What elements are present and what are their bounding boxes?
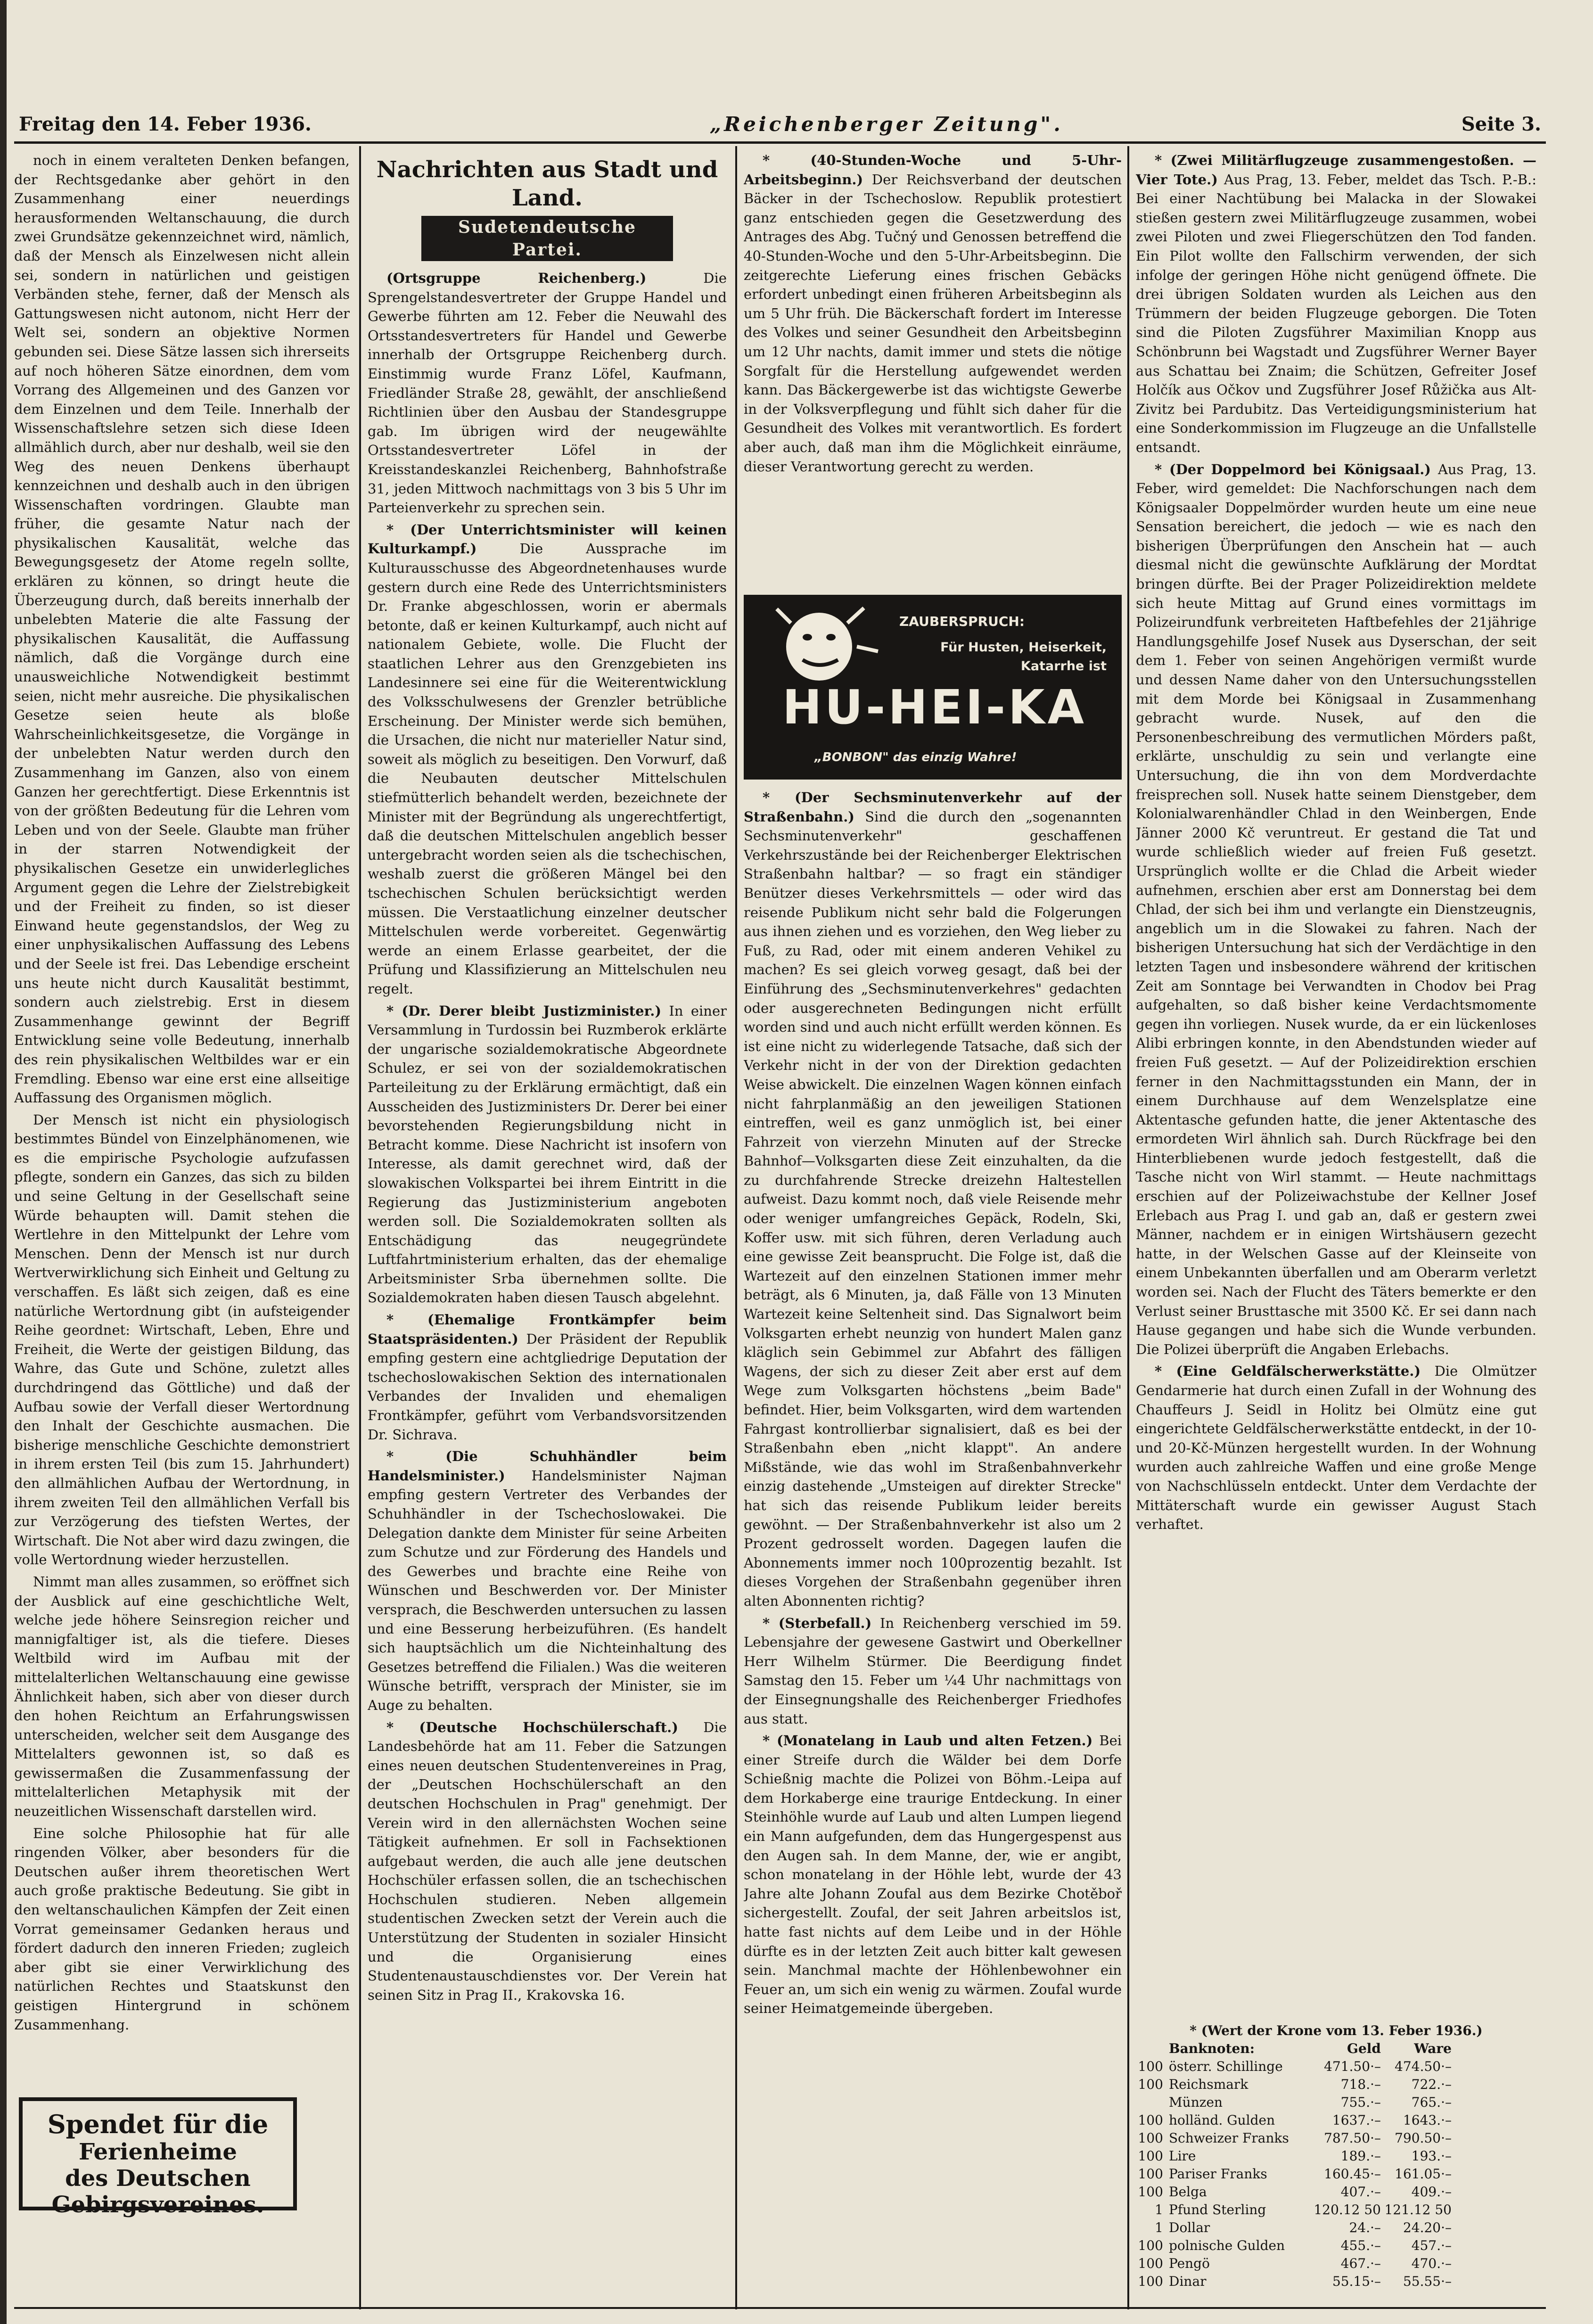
footer-rule — [14, 2307, 1546, 2309]
news-item — [368, 520, 727, 999]
header-newspaper-title: „Reichenberger Zeitung". — [710, 112, 1063, 136]
rates-row — [1136, 2237, 1536, 2255]
rate-currency: Pengö — [1169, 2256, 1210, 2271]
news-item-heading: * (Sterbefall.) — [763, 1615, 872, 1631]
rate-ware: 722.·– — [1411, 2077, 1452, 2092]
rates-row — [1136, 2129, 1536, 2147]
news-item-heading: * (Monatelang in Laub und alten Fetzen.) — [763, 1733, 1093, 1749]
rate-ware: 474.50·– — [1395, 2059, 1452, 2074]
rate-ware: 121.12 50 — [1384, 2202, 1452, 2217]
news-item-heading: * (Eine Geldfälscherwerkstätte.) — [1155, 1363, 1421, 1380]
news-item-text: Aus Prag, 13. Feber, wird gemeldet: Die Nachforschungen nach dem Königsaaler Doppelmörder wurden heute um eine neue Sensation bereichert, die jedoch — wie es nach den bisherigen Überprüfungen den Anschein hat — auch diesmal nicht die gewünschte Aufklärung der Mordtat bringen dürfte. Bei der Prager Polizeidirektion meldete sich heute Mittag auf Grund eines vormittags im Polizeirundfunk verbreiteten Haftbefehles der 21jährige Handlungsgehilfe Josef Nusek aus Dyserschan, der seit dem 1. Feber von seinen Angehörigen vermißt wurde und dessen Name daher von den Untersuchungsstellen mit dem Morde bei Königsaal in Zusammenhang gebracht wurde. Nusek, auf den die Personenbeschreibung des vermutlichen Mörders paßt, erklärte, unschuldig zu sein und verlangte eine Untersuchung, die ihn von dem Mordverdachte freisprechen soll. Nusek hatte seinem Dienstgeber, dem Kolonialwarenhändler Chlad in den Weinbergen, Ende Jänner 2000 Kč veruntreut. Er gestand die Tat und wurde schließlich wieder auf freien Fuß gesetzt. Ursprünglich wollte er die Chlad die Arbeit wieder aufnehmen, erschien aber erst am Donnerstag bei dem Chlad, der sich bei ihm und verlangte ein Dienstzeugnis, angeblich um in die Slowakei zu fahren. Nach der bisherigen Untersuchung hat sich der Verdächtige in den letzten Tagen und insbesondere während der kritischen Zeit am Sonntage bei Verwandten in Chodov bei Prag aufgehalten, so daß bisher keine Verdachtsmomente gegen ihn vorliegen. Nusek wurde, da er ein lückenloses Alibi erbringen konnte, in den Abendstunden wieder auf freien Fuß gesetzt. — Auf der Polizeidirektion erschien ferner in den Nachmittagsstunden ein Mann, der in einem Durchhause auf dem Wenzelsplatze eine Aktentasche gefunden hatte, die jener Aktentasche des ermordeten Wirl ähnlich sah. Durch Rückfrage bei den Hinterbliebenen wurde jedoch festgestellt, daß die Tasche nicht von Wirl stammt. — Heute nachmittags erschien auf der Polizeiwachstube der Kellner Josef Erlebach aus Prag I. und gab an, daß er gestern zwei Männer, nachdem er in einigen Wirtshäusern gezecht hatte, in der Welschen Gasse auf der Kleinseite von einem Unbekannten überfallen und am Oberarm verletzt worden sei. Nach der Flucht des Täters bemerkte er den Verlust seiner Brusttasche mit 3500 Kč. Er sei dann nach Hause gegangen und habe sich die Wunde verbunden. Die Polizei überprüft die Angaben Erlebachs. — [1136, 461, 1536, 1357]
news-item-text: Der Reichsverband der deutschen Bäcker in der Tschechoslow. Republik protestiert ganz entschieden gegen die Gesetzwerdung des Antrages des Abg. Tučný und Genossen betreffend die 40-Stunden-Woche und den 5-Uhr-Arbeitsbeginn. Die zeitgerechte Lieferung eines frischen Gebäcks erfordert unbedingt einen früheren Arbeitsbeginn als um 5 Uhr früh. Die Bäckerschaft fordert im Interesse des Volkes und seiner Gesundheit den Arbeitsbeginn um 12 Uhr nachts, damit immer und stets die nötige Sorgfalt für die Herstellung aufgewendet werden kann. Das Bäckergewerbe ist das wichtigste Gewerbe in der Volksverpflegung und fühlt sich daher für die Gesundheit des Volkes mit verantwortlich. Es fordert aber auch, daß man ihm die Möglichkeit einräume, dieser Verantwortung gerecht zu werden. — [744, 171, 1122, 475]
article-paragraph: noch in einem veralteten Denken befangen, der Rechtsgedanke aber gehört in den Zusammenhang einer neuerdings herausformenden Weltanschauung, die durch zwei Grundsätze gekennzeichnet wird, nämlich, daß der Mensch als Einzelwesen nicht allein sei, sondern in natürlichen und geistigen Verbänden stehe, ferner, daß der Mensch als Gattungswesen nicht autonom, nicht Herr der Welt sei, sondern an objektive Normen gebunden sei. Diese Sätze lassen sich ihrerseits auf noch höheren Sätze einordnen, dem vom Vorrang des Allgemeinen und des Ganzen vor dem Einzelnen und dem Teile. Innerhalb der Wissenschaftslehre setzen sich diese Ideen allmählich durch, aber nur deshalb, weil sie den Weg des neuen Denkens überhaupt kennzeichnen und deshalb auch in den übrigen Wissenschaften vordringen. Glaubte man früher, die gesamte Natur nach der physikalischen Kausalität, welche das Bewegungsgesetz der Atome regeln sollte, erklären zu können, so dringt heute die Überzeugung durch, daß bereits innerhalb der unbelebten Materie die alte Fassung der physikalischen Kausalität, die Auffassung nämlich, daß die Vorgänge durch eine unausweichliche Notwendigkeit bestimmt seien, nicht mehr ausreiche. Die physikalischen Gesetze seien heute als bloße Wahrscheinlichkeitsgesetze, die Vorgänge in der unbelebten Natur werden durch den Zusammenhang im Ganzen, also von einem Ganzen her gerechtfertigt. Diese Erkenntnis ist von der größten Bedeutung für die Lehren vom Leben und von der Seele. Glaubte man früher in der starren Notwendigkeit der physikalischen Gesetze ein unwiderlegliches Argument gegen die Lehre der Zielstrebigkeit und der Freiheit zu finden, so ist dieser Einwand heute gegenstandslos, der Weg zu einer unphysikalischen Auffassung des Lebens und der Seele ist frei. Das Lebendige erscheint uns heute nicht durch Kausalität bestimmt, sondern auch zielstrebig. Erst in diesem Zusammenhange gewinnt der Begriff Entwicklung seine volle Bedeutung, innerhalb des rein physikalischen Weltbildes war er ein Fremdling. Ebenso war eine erst eine allseitige Auffassung des Organismen möglich. — [14, 152, 350, 1106]
huheika-advertisement — [744, 595, 1122, 780]
news-item-heading: * (Dr. Derer bleibt Justizminister.) — [386, 1002, 662, 1019]
rate-geld: 455.·– — [1340, 2238, 1381, 2253]
rate-geld: 120.12 50 — [1314, 2202, 1381, 2217]
rate-quantity: 100 — [1138, 2130, 1163, 2146]
news-item-heading: * (40-Stunden-Woche und 5-Uhr-Arbeitsbeginn.) — [744, 152, 1122, 188]
news-item-text: Handelsminister Najman empfing gestern Vertreter des Verbandes der Schuhhändler in der Tschechoslowakei. Die Delegation dankte dem Minister für seine Arbeiten zum Schutze und zur Förderung des Handels und des Gewerbes und brachte eine Reihe von Wünschen und Beschwerden vor. Der Minister versprach, die Beschwerden untersuchen zu lassen und eine Besserung herbeizuführen. (Es handelt sich hauptsächlich um die Nichteinhaltung des Gesetzes betreffend die Filialen.) Was die weiteren Wünsche betrifft, versprach der Minister, sie im Auge zu behalten. — [368, 1467, 727, 1713]
rate-ware: 193.·– — [1411, 2148, 1452, 2164]
news-item-heading: * (Ehemalige Frontkämpfer beim Staatspräsidenten.) — [368, 1312, 727, 1347]
news-item — [744, 1731, 1122, 2018]
ad-brand-name: HU-HEI-KA — [782, 680, 1087, 735]
rates-row — [1136, 2058, 1536, 2076]
exchange-rates-table — [1136, 2022, 1536, 2291]
news-item-heading: (Ortsgruppe Reichenberg.) — [386, 270, 647, 286]
news-item — [744, 1614, 1122, 1729]
cough-face-icon — [763, 604, 880, 684]
article-paragraph: Nimmt man alles zusammen, so eröffnet sich der Ausblick auf eine geschichtliche Welt, welche jede höhere Seinsregion reicher und mannigfaltiger ist, als die tiefere. Dieses Weltbild wird im Aufbau mit der mittelalterlichen Weltanschauung eine gewisse Ähnlichkeit haben, sich aber von dieser durch den hohen Reichtum an Erfahrungswissen unterscheiden, welcher seit dem Ausgange des Mittelalters gewonnen ist, so daß es gewissermaßen die Zusammenfassung der mittelalterlichen Metaphysik mit der neuzeitlichen Wissenschaft darstellen wird. — [14, 1573, 350, 1820]
rate-geld: 718.·– — [1340, 2077, 1381, 2092]
rate-currency: holländ. Gulden — [1169, 2112, 1275, 2128]
rate-currency: Dollar — [1169, 2220, 1210, 2235]
rate-ware: 765.·– — [1411, 2094, 1452, 2110]
news-item — [368, 1310, 727, 1444]
rate-currency: Dinar — [1169, 2274, 1207, 2289]
rates-row — [1136, 2273, 1536, 2291]
column-rule-3 — [1127, 146, 1129, 2309]
rates-col-label: Banknoten: — [1169, 2041, 1255, 2056]
article-paragraph: Eine solche Philosophie hat für alle ringenden Völker, aber besonders für die Deutschen außer ihrem theoretischen Wert auch große praktische Bedeutung. Sie gibt in den weltanschaulichen Kämpfen der Zeit einen Vorrat gemeinsamer Gedanken heraus und fördert dadurch den inneren Frieden; zugleich aber gibt sie einer Verwirklichung des natürlichen Rechtes und Staatskunst den geistigen Hintergrund in schönem Zusammenhang. — [14, 1825, 350, 2033]
rate-currency: Schweizer Franks — [1169, 2130, 1289, 2146]
rates-col-ware: Ware — [1414, 2041, 1452, 2056]
news-item — [744, 788, 1122, 1611]
column-rule-1 — [359, 146, 361, 2309]
rates-row — [1136, 2183, 1536, 2201]
rate-geld: 755.·– — [1340, 2094, 1381, 2110]
ad-line-1: Spendet für die — [47, 2109, 269, 2139]
news-item-text: Aus Prag, 13. Feber, meldet das Tsch. P.-B.: Bei einer Nachtübung bei Malacka in der Slowakei stießen gestern zwei Militärflugzeuge zusammen, wobei zwei Piloten und zwei Fliegerschützen den Tod fanden. Ein Pilot wollte den Fallschirm verwenden, der sich infolge der geringen Höhe nicht genügend öffnete. Die drei übrigen Soldaten wurden als Leichen aus den Trümmern der beiden Flugzeuge geborgen. Die Toten sind die Piloten Zugsführer Maximilian Knopp aus Schönbrunn bei Wagstadt und Zugsführer Werner Bayer aus Schattau bei Znaim; die Schützen, Gefreiter Josef Holčík aus Očkov und Zugsführer Josef Růžička aus Alt-Zivitz bei Pardubitz. Das Verteidigungsministerium hat eine Sonderkommission im Flugzeuge an die Unfallstelle entsandt. — [1136, 171, 1536, 455]
rate-quantity: 100 — [1138, 2166, 1163, 2182]
column-4 — [1136, 151, 1536, 2102]
rate-quantity: 1 — [1155, 2202, 1163, 2217]
column-1 — [14, 151, 350, 2088]
news-item — [368, 1718, 727, 2005]
news-item-heading: * (Die Schuhhändler beim Handelsminister.) — [368, 1448, 727, 1484]
rates-row — [1136, 2094, 1536, 2111]
news-item-text: Bei einer Streife durch die Wälder bei dem Dorfe Schießnig machte die Polizei von Böhm.-Leipa auf dem Horkaberge eine traurige Entdeckung. In einer Steinhöhle wurde auf Laub und alten Lumpen liegend ein Mann aufgefunden, dem das Hungergespenst aus den Augen sah. In dem Manne, der, wie er angibt, schon monatelang in der Höhle lebt, wurde der 43 Jahre alte Johann Zoufal aus dem Bezirke Chotěboř sichergestellt. Zoufal, der seit Jahren arbeitslos ist, hatte fast nichts auf dem Leibe und in der Höhle dürfte es in der letzten Zeit auch bitter kalt gewesen sein. Manchmal machte der Höhlenbewohner ein Feuer an, um sich ein wenig zu wärmen. Zoufal wurde seiner Heimatgemeinde übergeben. — [744, 1733, 1122, 2017]
news-item-heading: * (Der Unterrichtsminister will keinen Kulturkampf.) — [368, 521, 727, 557]
ad-line-4: Gebirgsvereines. — [51, 2192, 264, 2218]
rates-row — [1136, 2111, 1536, 2129]
rate-currency: Belga — [1169, 2184, 1207, 2200]
news-item — [1136, 151, 1536, 457]
news-item-text: In einer Versammlung in Turdossin bei Ruzmberok erklärte der ungarische sozialdemokratische Abgeordnete Schulez, er sei von der sozialdemokratischen Parteileitung zu der Erklärung ermächtigt, daß ein Ausscheiden des Justizministers Dr. Derer bei einer bevorstehenden Regierungsbildung nicht in Betracht komme. Diese Nachricht ist insofern von Interesse, als damit gerechnet wird, daß der slowakischen Volkspartei bei ihrem Eintritt in die Regierung das Justizministerium angeboten werden soll. Die Sozialdemokraten sollten als Entschädigung das neugegründete Luftfahrtministerium erhalten, das der ehemalige Arbeitsminister Srba übernehmen sollte. Die Sozialdemokraten haben diesen Tausch abgelehnt. — [368, 1002, 727, 1306]
rate-currency: Pariser Franks — [1169, 2166, 1267, 2182]
rate-geld: 467.·– — [1340, 2256, 1381, 2271]
rate-quantity: 100 — [1138, 2077, 1163, 2092]
rate-quantity: 100 — [1138, 2274, 1163, 2289]
news-item-text: Sind die durch den „sogenannten Sechsminutenverkehr" geschaffenen Verkehrszustände bei der Reichenberger Elektrischen Straßenbahn haltbar? — so fragt ein ständiger Benützer dieses Verkehrsmittels — oder wird das reisende Publikum nicht sehr bald die Folgerungen aus ihnen ziehen und es vorziehen, den Weg lieber zu Fuß, zu Rad, oder mit einem anderen Vehikel zu machen? Es sei gleich vorweg gesagt, daß bei der Einführung des „Sechsminutenverkehres" gedachten oder ausgerechneten Bedingungen nicht erfüllt worden sind und auch nicht erfüllt werden können. Es ist eine nicht zu widerlegende Tatsache, daß sich der Verkehr nicht in der von der Direktion gedachten Weise abwickelt. Die einzelnen Wagen können einfach nicht fahrplanmäßig an den jeweiligen Stationen eintreffen, weil es ganz unmöglich ist, bei einer Fahrzeit von vierzehn Minuten auf der Strecke Bahnhof—Volksgarten diese Zeit einzuhalten, da die zu durchfahrende Strecke dreizehn Haltestellen aufweist. Dazu kommt noch, daß viele Reisende mehr oder weniger umfangreiches Gepäck, Rodeln, Ski, Koffer usw. mit sich führen, deren Verladung auch eine gewisse Zeit beansprucht. Die Folge ist, daß die Wartezeit auf den einzelnen Stationen immer mehr beträgt, als 6 Minuten, ja, daß Fälle von 13 Minuten Wartezeit keine Seltenheit sind. Das Signalwort beim Volksgarten erhebt neunzig von hundert Malen ganz kläglich sein Gebimmel zur Abfahrt des fälligen Wagens, der sich zu dieser Zeit aber erst auf dem Wege zum Volksgarten höchstens „beim Bade" befindet. Hier, beim Volksgarten, wird dem wartenden Fahrgast kontrollierbar signalisiert, daß es bei der Straßenbahn eben „nicht klappt". An andere Mißstände, wie das wohl im Straßenbahnverkehr einzig dastehende „Umsteigen auf direkter Strecke" hat sich das reisende Publikum leider bereits gewöhnt. — Der Straßenbahnverkehr ist also um 2 Prozent gedrosselt worden. Dagegen laufen die Abonnements immer noch 100prozentig bezahlt. Ist dieses Vorgehen der Straßenbahn gegenüber ihren alten Abonnenten richtig? — [744, 808, 1122, 1609]
rate-quantity: 100 — [1138, 2238, 1163, 2253]
rates-header-row — [1136, 2040, 1536, 2058]
rate-ware: 55.55·– — [1403, 2274, 1452, 2289]
ad-line-3: des Deutschen — [65, 2165, 251, 2192]
rate-currency: Pfund Sterling — [1169, 2202, 1266, 2217]
news-item-text: Die Sprengelstandesvertreter der Gruppe Handel und Gewerbe führten am 12. Feber die Neuwahl des Ortsstandesvertreters für Handel und Gewerbe innerhalb der Ortsgruppe Reichenberg durch. Einstimmig wurde Franz Löfel, Kaufmann, Friedländer Straße 28, gewählt, der anschließend Richtlinien über den Ausbau der Standesgruppe gab. Im übrigen wird der neugewählte Ortsstandesvertreter Löfel in der Kreisstandeskanzlei Reichenberg, Bahnhofstraße 31, jeden Mittwoch nachmittags von 3 bis 5 Uhr im Parteienverkehr zu sprechen sein. — [368, 270, 727, 516]
rate-geld: 1637.·– — [1332, 2112, 1381, 2128]
column-rule-2 — [735, 146, 737, 2309]
rate-quantity: 1 — [1155, 2220, 1163, 2235]
rate-quantity: 100 — [1138, 2148, 1163, 2164]
news-item-heading: * (Zwei Militärflugzeuge zusammengestoßen. — Vier Tote.) — [1136, 152, 1536, 188]
news-item-heading: * (Deutsche Hochschülerschaft.) — [386, 1719, 678, 1735]
rate-quantity — [1136, 2094, 1163, 2111]
rate-geld: 189.·– — [1340, 2148, 1381, 2164]
rate-ware: 470.·– — [1411, 2256, 1452, 2271]
ad-tagline: „BONBON" das einzig Wahre! — [814, 750, 1017, 764]
rate-geld: 55.15·– — [1332, 2274, 1381, 2289]
rate-geld: 787.50·– — [1324, 2130, 1381, 2146]
rate-quantity: 100 — [1138, 2256, 1163, 2271]
news-item — [1136, 460, 1536, 1359]
news-item-text: Die Aussprache im Kulturausschusse des Abgeordnetenhauses wurde gestern durch eine Rede des Unterrichtsministers Dr. Franke abgeschlossen, worin er abermals betonte, daß er keinen Kulturkampf, auch nicht auf nationalem Gebiete, wolle. Die Flucht der staatlichen Lehrer aus den Grenzgebieten ins Landesinnere sei eine für die Weiterentwicklung des Volksschulwesens der Grenzler betrübliche Erscheinung. Der Minister werde sich bemühen, die Ursachen, die nicht nur materieller Natur sind, soweit als möglich zu beseitigen. Den Vorwurf, daß die Neubauten deutscher Mittelschulen stiefmütterlich behandelt werden, bezeichnete der Minister mit der Begründung als ungerechtfertigt, daß die deutschen Mittelschulen angeblich besser untergebracht worden seien als die tschechischen, weshalb zuerst die größeren Mängel bei den tschechischen Schulen berücksichtigt werden müssen. Die Verstaatlichung einzelner deutscher Mittelschulen werde vorbereitet. Gegenwärtig werde an einem Erlasse gearbeitet, der die Prüfung und Klassifizierung an Mittelschulen neu regelt. — [368, 541, 727, 997]
rates-row — [1136, 2201, 1536, 2219]
rate-currency: Reichsmark — [1169, 2077, 1248, 2092]
page-edge-shadow — [0, 0, 7, 2324]
ad-line-2: Ferienheime — [79, 2139, 237, 2165]
rate-currency: polnische Gulden — [1169, 2238, 1285, 2253]
rate-geld: 160.45·– — [1324, 2166, 1381, 2182]
rate-quantity: 100 — [1138, 2059, 1163, 2074]
rate-geld: 471.50·– — [1324, 2059, 1381, 2074]
news-item-text: Die Landesbehörde hat am 11. Feber die Satzungen eines neuen deutschen Studentenvereines in Prag, der „Deutschen Hochschülerschaft an den deutschen Hochschulen in Prag" genehmigt. Der Verein wird in den allernächsten Wochen seine Tätigkeit aufnehmen. Er soll in Fachsektionen aufgebaut werden, die auch alle jene deutschen Hochschüler erfassen sollen, die an tschechischen Hochschulen studieren. Neben allgemein studentischen Zwecken setzt der Verein auch die Unterstützung der Studenten in sozialer Hinsicht und die Organisierung eines Studentenaustauschdienstes vor. Der Verein hat seinen Sitz in Prag II., Krakovska 16. — [368, 1719, 727, 2003]
rate-geld: 24.·– — [1349, 2220, 1381, 2235]
news-item-heading: * (Der Doppelmord bei Königsaal.) — [1155, 461, 1431, 477]
ad-text: Für Husten, Heiserkeit, Katarrhe ist — [940, 640, 1107, 673]
rates-row — [1136, 2147, 1536, 2165]
news-item — [368, 1447, 727, 1715]
column-3-top — [744, 151, 1122, 589]
article-paragraph: Der Mensch ist nicht ein physiologisch bestimmtes Bündel von Einzelphänomenen, wie es die empirische Psychologie aufzufassen pflegte, sondern ein Ganzes, das sich zu bilden und seine Geltung in der Gesellschaft seine Würde behaupten will. Damit stehen die Wertlehre in den Mittelpunkt der Lehre vom Menschen. Denn der Mensch ist nur durch Wertverwirklichung sich Einheit und Geltung zu verschaffen. Es läßt sich zeigen, daß es eine natürliche Wertordnung gibt (in aufsteigender Reihe geordnet: Wirtschaft, Leben, Ehre und Freiheit, die Werte der geistigen Bildung, das Wahre, das Gute und Schöne, zuletzt alles durchdringend das Göttliche) und daß der Aufbau sowie der Verfall dieser Wertordnung den Inhalt der Geschichte ausmachen. Die bisherige menschliche Geschichte demonstriert in ihrem ersten Teil (bis zum 15. Jahrhundert) den allmählichen Aufbau der Wertordnung, in ihrem zweiten Teil den allmählichen Verfall bis zur Verzögerung des tiefsten Wertes, der Wirtschaft. Die Not aber wird dazu zwingen, die volle Wertordnung wieder herzustellen. — [14, 1111, 350, 1568]
rate-ware: 1643.·– — [1403, 2112, 1452, 2128]
header-page-number: Seite 3. — [1461, 113, 1541, 135]
news-item-text: Der Präsident der Republik empfing gestern eine achtgliedrige Deputation der tschechoslowakischen Sektion des internationalen Verbandes der Invaliden und ehemaligen Frontkämpfer, geführt vom Verbandsvorsitzenden Dr. Sichrava. — [368, 1330, 727, 1443]
rates-row — [1136, 2076, 1536, 2094]
rate-currency: Münzen — [1169, 2094, 1223, 2110]
rate-ware: 457.·– — [1411, 2238, 1452, 2253]
rate-ware: 409.·– — [1411, 2184, 1452, 2200]
rate-currency: Lire — [1169, 2148, 1196, 2164]
rates-col-geld: Geld — [1347, 2041, 1381, 2056]
rate-ware: 24.20·– — [1403, 2220, 1452, 2235]
column-2 — [368, 151, 727, 2300]
party-subtitle: Sudetendeutsche Partei. — [421, 216, 673, 261]
header-date: Freitag den 14. Feber 1936. — [19, 113, 312, 135]
news-item-text: Die Olmützer Gendarmerie hat durch einen Zufall in der Wohnung des Chauffeurs J. Seidl in Holitz bei Olmütz eine gut eingerichtete Geldfälscherwerkstätte entdeckt, in der 10- und 20-Kč-Münzen hergestellt wurden. In der Wohnung wurden auch zahlreiche Waffen und eine große Menge von Nachschlüsseln entdeckt. Unter dem Verdachte der Mittäterschaft wurde ein gewisser August Stach verhaftet. — [1136, 1363, 1536, 1533]
rate-quantity: 100 — [1138, 2112, 1163, 2128]
rate-ware: 161.05·– — [1395, 2166, 1452, 2182]
news-item — [744, 151, 1122, 476]
ad-slogan: ZAUBERSPRUCH: — [899, 614, 1025, 629]
column-3-bottom — [744, 788, 1122, 2301]
ferienheime-ad-box — [19, 2097, 297, 2218]
rate-ware: 790.50·– — [1395, 2130, 1452, 2146]
rate-geld: 407.·– — [1340, 2184, 1381, 2200]
section-title: Nachrichten aus Stadt und Land. — [376, 156, 718, 211]
header-rule — [14, 141, 1546, 144]
news-item — [368, 1002, 727, 1308]
rates-row — [1136, 2165, 1536, 2183]
page-header — [19, 107, 1541, 140]
rates-row — [1136, 2255, 1536, 2273]
rate-currency: österr. Schillinge — [1169, 2059, 1283, 2074]
rates-row — [1136, 2219, 1536, 2237]
rate-quantity: 100 — [1138, 2184, 1163, 2200]
rates-title: * (Wert der Krone vom 13. Feber 1936.) — [1190, 2023, 1483, 2038]
news-item — [368, 269, 727, 517]
news-item-text: In Reichenberg verschied im 59. Lebensjahre der gewesene Gastwirt und Oberkellner Herr Wilhelm Stürmer. Die Beerdigung findet Samstag den 15. Feber um ¼4 Uhr nachmittags von der Einsegnungshalle des Reichenberger Friedhofes aus statt. — [744, 1615, 1122, 1727]
news-item — [1136, 1362, 1536, 1534]
news-item-heading: * (Der Sechsminutenverkehr auf der Straßenbahn.) — [744, 789, 1122, 825]
